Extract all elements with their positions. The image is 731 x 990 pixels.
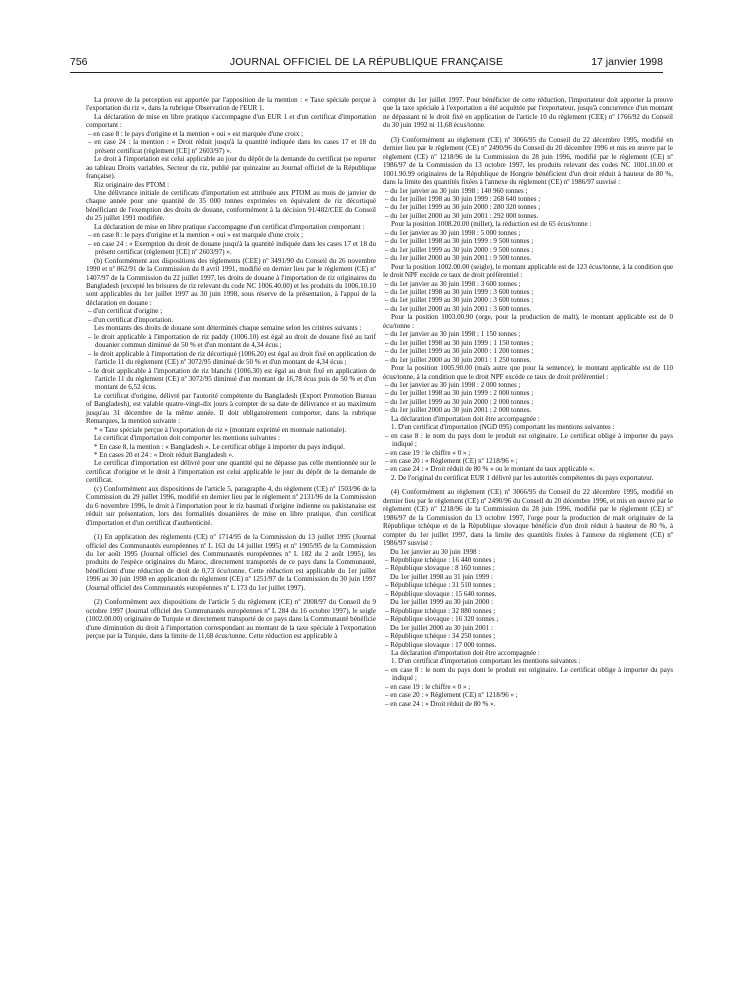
paragraph: La déclaration d'importation doit être accompagnée : <box>391 649 540 657</box>
paragraph: Pour la position 1005.90.00 (maïs autre que pour la semence), le montant applicable est de 110 écus/tonne, à la condition que le droit NPF excède ce taux de droit préférentiel : <box>383 364 673 381</box>
page-header <box>70 56 663 73</box>
paragraph: – d'un certificat d'origine ; <box>88 307 163 316</box>
paragraph: Une délivrance initiale de certificats d'importation est attribuée aux PTOM au mois de janvier de chaque année pour une quantité de 35 000 tonnes exprimées en équivalent de riz décortiqué bénéficiant de l'exemption des droits de douane, conformément à la décision 91/482/CEE du Conseil du 25 juillet 1991 modifiée. <box>86 188 376 223</box>
paragraph: – en case 20 : « Règlement (CE) nº 1218/96 » ; <box>385 691 518 700</box>
paragraph: – du 1er juillet 1998 au 30 juin 1999 : 2 000 tonnes ; <box>385 389 534 398</box>
paragraph: Du 1er juillet 1999 au 30 juin 2000 : <box>390 598 493 607</box>
paragraph: – République slovaque : 16 320 tonnes ; <box>385 615 499 624</box>
paragraph: – en case 8 : le pays d'origine et la mention « oui » est marquée d'une croix ; <box>88 231 304 240</box>
paragraph: compter du 1er juillet 1997. Pour bénéficier de cette réduction, l'importateur doit apporter la preuve que la taxe spéciale à l'exportation a été acquittée par l'exportateur, jusqu'à concurrence d'un montant ne dépassant ni le droit fixé en application de l'article 10 du règlement (CEE) nº 1766/92 du Conseil du 30 juin 1992 ni 11,68 écus/tonne. <box>383 96 673 130</box>
paragraph: La déclaration de mise en libre pratique s'accompagne d'un certificat d'importation comportant : <box>94 222 365 231</box>
issue-date: 17 janvier 1998 <box>591 56 663 68</box>
paragraph: La preuve de la perception est apportée par l'apposition de la mention : « Taxe spéciale perçue à l'exportation du riz », dans la rubrique Observation de l'EUR 1. <box>86 96 376 113</box>
paragraph: * « Taxe spéciale perçue à l'exportation de riz » (montant exprimé en monnaie nationale). <box>94 425 347 434</box>
paragraph: – le droit applicable à l'importation de riz paddy (1006.10) est égal au droit de douane fixé au tarif douanier commun diminué de 50 % et d'un montant de 4,34 écus ; <box>88 332 376 350</box>
paragraph: – du 1er juillet 2000 au 30 juin 2001 : 2 000 tonnes. <box>385 406 532 415</box>
paragraph: – du 1er juillet 2000 au 30 juin 2001 : 292 000 tonnes. <box>385 211 539 220</box>
paragraph: Du 1er juillet 2000 au 30 juin 2001 : <box>390 623 493 632</box>
paragraph: (b) Conformément aux dispositions des règlements (CEE) nº 3491/90 du Conseil du 26 novembre 1990 et nº 862/91 de la Commission du 8 avril 1991, modifié en dernier lieu par le règlement (CE) nº 1407/97 de la Commission du 22 juillet 1997, les droits de douane à l'importation de riz originaires du Bangladesh (excepté les brisures de riz relevant du code NC 1006.40.00) et les produits du 1006.10.10 sont applicables du 1er juillet 1997 au 30 juin 1998, sous réserve de la présentation, à l'appui de la déclaration en douane : <box>86 256 376 307</box>
paragraph: – République slovaque : 17 000 tonnes. <box>385 640 497 649</box>
paragraph: – du 1er janvier au 30 juin 1998 : 1 150 tonnes ; <box>385 330 521 339</box>
paragraph: (2) Conformément aux dispositions de l'article 5 du règlement (CE) nº 2008/97 du Conseil du 9 octobre 1997 (Journal officiel des Communautés européennes nº L 284 du 16 octobre 1997), le seigle (1002.00.00) originaire de Turquie et directement transporté de ce pays dans la Communauté bénéficie d'une diminution du droit à l'importation correspondant au montant de la taxe spéciale à l'exportation perçue par la Turquie, dans la limite de 11,68 écus/tonne. Cette réduction est applicable à <box>86 598 376 641</box>
paragraph: La déclaration d'importation doit être accompagnée : <box>391 414 540 423</box>
paragraph: – du 1er janvier au 30 juin 1998 : 5 000 tonnes ; <box>385 228 521 237</box>
paragraph: – République tchèque : 34 250 tonnes ; <box>385 632 496 641</box>
paragraph: – République tchèque : 32 880 tonnes ; <box>385 606 496 615</box>
paragraph: – du 1er juillet 2000 au 30 juin 2001 : 9 500 tonnes. <box>385 254 532 263</box>
paragraph: – du 1er juillet 1998 au 30 juin 1999 : 3 600 tonnes ; <box>385 287 534 296</box>
paragraph: – du 1er juillet 2000 au 30 juin 2001 : 1 250 tonnes. <box>385 355 532 364</box>
paragraph: – le droit applicable à l'importation de riz décortiqué (1006.20) est égal au droit fixé en application de l'article 11 du règlement (CE) nº 3072/95 diminué de 50 % et d'un montant de 4,34 écus ; <box>88 349 376 367</box>
paragraph: – du 1er juillet 1999 au 30 juin 2000 : 2 000 tonnes ; <box>385 397 534 406</box>
paragraph: Riz originaire des PTOM : <box>94 180 170 189</box>
paragraph: (1) En application des règlements (CE) nº 1714/95 de la Commission du 13 juillet 1995 (Journal officiel des Communautés européennes nº L 163 du 14 juillet 1995) et nº 1905/95 de la Commission du 1er août 1995 (Journal officiel des Communautés européennes nº L 182 du 2 août 1995), les produits de l'espèce originaires du Maroc, directement transportés de ce pays dans la Communauté, bénéficient d'une réduction de droit de 0,73 écu/tonne. Cette réduction est applicable du 1er juillet 1996 au 30 juin 1998 en application du règlement (CE) nº 1251/97 de la Commission du 30 juin 1997 (Journal officiel des Communautés européennes nº L 173 du 1er juillet 1997). <box>86 533 376 592</box>
paragraph: – en case 8 : le nom du pays dont le produit est originaire. Le certificat oblige à importer du pays indiqué ; <box>385 431 673 449</box>
left-column <box>86 96 376 641</box>
paragraph: Pour la position 1008.20.00 (millet), la réduction est de 65 écus/tonne : <box>391 220 592 229</box>
paragraph: Le droit à l'importation est celui applicable au jour du dépôt de la demande du certificat (se reporter au tableau Droits variables, Secteur du riz, publié par quinzaine au Journal officiel de la République française). <box>86 155 376 181</box>
paragraph: – en case 24 : « Droit réduit de 80 % » ou le montant du taux applicable ». <box>385 465 595 474</box>
paragraph: – en case 24 : « Exemption du droit de douane jusqu'à la quantité indiquée dans les cases 17 et 18 du présent certificat (règlement [CE] nº 2603/97) ». <box>88 239 376 257</box>
paragraph: (4) Conformément au règlement (CE) nº 3066/95 du Conseil du 22 décembre 1995, modifié en dernier lieu par le règlement (CE) nº 2490/96 du Conseil du 20 décembre 1996, et mis en œuvre par le règlement (CE) nº 1218/96 de la Commission du 28 juin 1996, modifié par le règlement (CE) nº 1986/97 de la Commission du 13 octobre 1997, l'orge pour la production de malt originaire de la République tchèque et de la République slovaque bénéficie d'un droit réduit à hauteur de 80 %, à compter du 1er juillet 1997, dans la limite des quantités fixées à l'annexe du règlement (CE) nº 1986/97 susvisé : <box>383 488 673 548</box>
paragraph: – du 1er juillet 1998 au 30 juin 1999 : 268 640 tonnes ; <box>385 194 541 203</box>
paragraph: Le certificat d'importation est délivré pour une quantité qui ne dépasse pas celle mentionnée sur le certificat d'origine et le droit à l'importation est celui applicable le jour du dépôt de la demande de certificat. <box>86 459 376 485</box>
paragraph: * En cases 20 et 24 : « Droit réduit Bangladesh ». <box>94 451 234 460</box>
paragraph: – du 1er janvier au 30 juin 1998 : 3 600 tonnes ; <box>385 279 521 288</box>
paragraph: – du 1er juillet 2000 au 30 juin 2001 : 3 600 tonnes. <box>385 304 532 313</box>
paragraph: 1. D'un certificat d'importation comportant les mentions suivantes : <box>391 657 581 666</box>
paragraph: – République slovaque : 15 640 tonnes. <box>385 589 497 598</box>
paragraph: – du 1er juillet 1999 au 30 juin 2000 : 9 500 tonnes ; <box>385 245 534 254</box>
paragraph: – le droit applicable à l'importation de riz blanchi (1006.30) est égal au droit fixé en application de l'article 11 du règlement (CE) nº 3072/95 diminué d'un montant de 16,78 écus puis de 50 % et d'un montant de 6,52 écus. <box>88 366 376 392</box>
paragraph: (c) Conformément aux dispositions de l'article 5, paragraphe 4, du règlement (CE) nº 1503/96 de la Commission du 29 juillet 1996, modifié en dernier lieu par le règlement nº 2131/96 de la Commission du 6 novembre 1996, le droit à l'importation pour le riz basmati d'origine indienne ou pakistanaise est réduit sur présentation, lors des formalités douanières de mise en libre pratique, d'un certificat d'importation et d'un certificat d'authenticité. <box>86 484 376 527</box>
paragraph: La déclaration de mise en libre pratique s'accompagne d'un EUR 1 et d'un certificat d'importation comportant : <box>86 112 376 130</box>
paragraph: – République slovaque : 8 160 tonnes ; <box>385 564 495 573</box>
paragraph: – du 1er janvier au 30 juin 1998 : 2 000 tonnes ; <box>385 380 521 389</box>
paragraph: – en case 24 : la mention : « Droit réduit jusqu'à la quantité indiquée dans les cases 17 et 18 du présent certificat (règlement [CE] nº 2603/97) ». <box>88 138 376 155</box>
paragraph: – d'un certificat d'importation. <box>88 315 174 324</box>
paragraph: – en case 19 : le chiffre « 0 » ; <box>385 448 471 457</box>
paragraph: – en case 20 : « Règlement (CE) nº 1218/96 » ; <box>385 457 518 466</box>
paragraph: Les montants des droits de douane sont déterminés chaque semaine selon les critères suivants : <box>94 324 362 333</box>
paragraph: Le certificat d'origine, délivré par l'autorité compétente du Bangladesh (Export Promotion Bureau of Bangladesh), est valable quatre-vingt-dix jours à compter de sa date de délivrance et au maximum jusqu'au 31 décembre de la même année. Il doit obligatoirement comporter, dans la rubrique Remarques, la mention suivante : <box>86 391 376 426</box>
journal-title: JOURNAL OFFICIEL DE LA RÉPUBLIQUE FRANÇAISE <box>229 56 504 68</box>
paragraph: (3) Conformément au règlement (CE) nº 3066/95 du Conseil du 22 décembre 1995, modifié en dernier lieu par le règlement (CE) nº 2490/96 du Conseil du 20 décembre 1996 et mis en œuvre par le règlement (CE) nº 1218/96 de la Commission du 28 juin 1996, modifié par le règlement (CE) nº 1986/97 de la Commission du 13 octobre 1997, les produits relevant des codes NC 1001.10.00 et 1001.90.99 originaires de la République de Hongrie bénéficient d'un droit réduit à hauteur de 80 %, dans la limite des quantités fixées à l'annexe du règlement (CE) nº 1986/97 susvisé : <box>383 135 673 187</box>
paragraph: – en case 24 : « Droit réduit de 80 % ». <box>385 699 496 708</box>
paragraph: – du 1er juillet 1998 au 30 juin 1999 : 9 500 tonnes ; <box>385 237 534 246</box>
paragraph: Le certificat d'importation doit comporter les mentions suivantes : <box>94 434 281 443</box>
paragraph: Du 1er juillet 1998 au 31 juin 1999 : <box>390 572 493 581</box>
paragraph: – en case 8 : le pays d'origine et la mention « oui » est marquée d'une croix ; <box>88 129 304 138</box>
paragraph: – du 1er juillet 1999 au 30 juin 2000 : 280 320 tonnes ; <box>385 203 541 212</box>
paragraph: – en case 8 : le nom du pays dont le produit est originaire. Le certificat oblige à importer du pays indiqué ; <box>385 665 673 683</box>
paragraph: Du 1er janvier au 30 juin 1998 : <box>390 547 481 556</box>
paragraph: – République tchèque : 31 510 tonnes ; <box>385 581 496 590</box>
page-number: 756 <box>70 56 88 68</box>
paragraph: – République tchèque : 16 440 tonnes ; <box>385 556 496 565</box>
paragraph: 1. D'un certificat d'importation (NGD 095) comportant les mentions suivantes : <box>391 423 615 432</box>
paragraph: 2. De l'original du certificat EUR 1 délivré par les autorités compétentes du pays exportateur. <box>391 473 654 482</box>
right-column <box>383 96 673 708</box>
paragraph: Pour la position 1003.00.90 (orge, pour la production de malt), le montant applicable est de 0 écu/tonne : <box>383 313 673 330</box>
paragraph: Pour la position 1002.00.00 (seigle), le montant applicable est de 123 écus/tonne, à la condition que le droit NPF excède ce taux de droit préférentiel : <box>383 262 673 280</box>
paragraph: – du 1er janvier au 30 juin 1998 : 140 960 tonnes ; <box>385 186 528 195</box>
paragraph: – du 1er juillet 1999 au 30 juin 2000 : 3 600 tonnes ; <box>385 296 534 305</box>
paragraph: – en case 19 : le chiffre « 0 » ; <box>385 682 471 691</box>
paragraph: – du 1er juillet 1998 au 30 juin 1999 : 1 150 tonnes ; <box>385 338 534 347</box>
paragraph: * En case 8, la mention : « Bangladesh ». Le certificat oblige à importer du pays indiqué. <box>94 442 345 451</box>
paragraph: – du 1er juillet 1999 au 30 juin 2000 : 1 200 tonnes ; <box>385 347 534 356</box>
